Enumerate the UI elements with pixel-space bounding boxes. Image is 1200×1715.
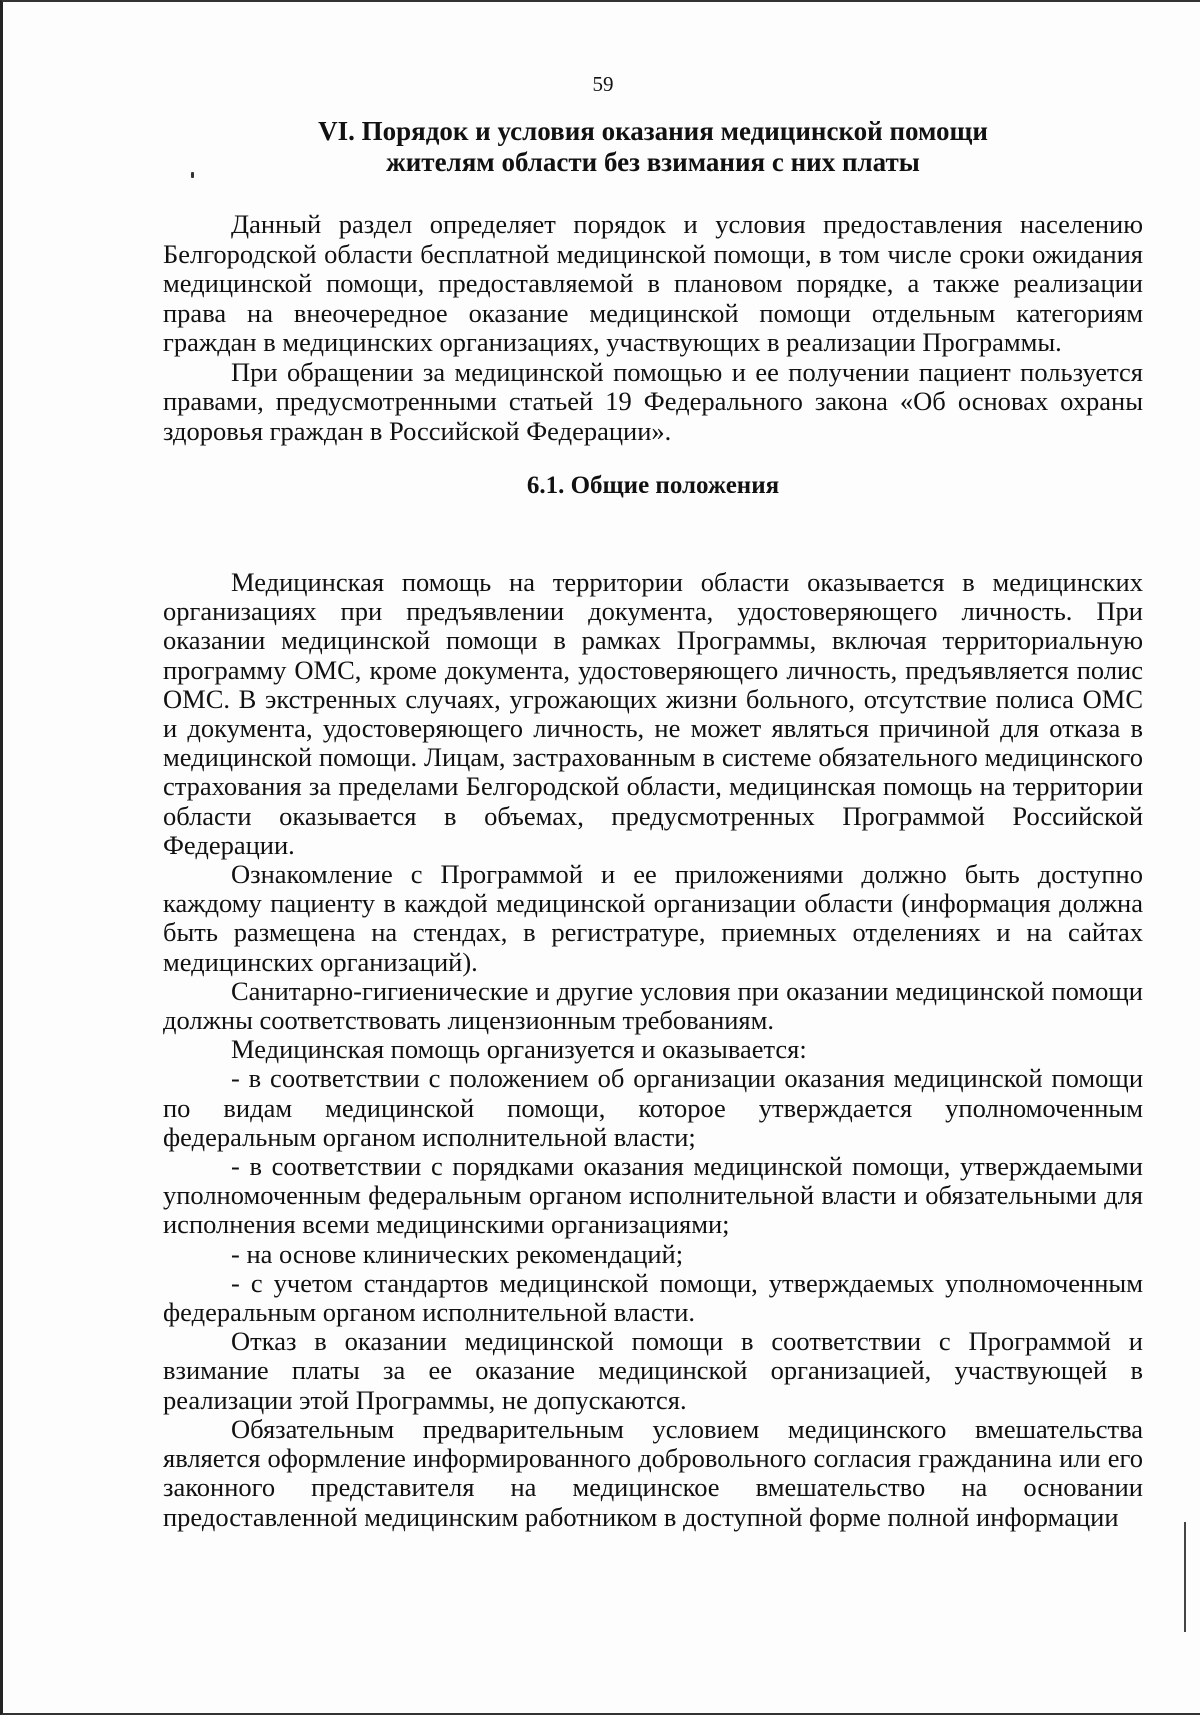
section-title <box>163 116 1143 178</box>
body-paragraph: Отказ в оказании медицинской помощи в соответствии с Программой и взимание платы за ее оказание медицинской организацией, участвующей в реализации этой Программы, не допускаются. <box>163 1326 1143 1415</box>
body-paragraph: Медицинская помощь организуется и оказывается: <box>231 1034 807 1065</box>
intro-paragraph: Данный раздел определяет порядок и условия предоставления населению Белгородской области бесплатной медицинской помощи, в том числе сроки ожидания медицинской помощи, предоставляемой в плановом порядке, а также реализации права на внеочередное оказание медицинской помощи отдельным категориям граждан в медицинских организациях, участвующих в реализации Программы. <box>163 209 1143 357</box>
section-title-line-2: жителям области без взимания с них платы <box>386 147 920 177</box>
list-item: - с учетом стандартов медицинской помощи, утверждаемых уполномоченным федеральным органом исполнительной власти. <box>163 1267 1143 1328</box>
section-title-line-1: VI. Порядок и условия оказания медицинской помощи <box>318 116 988 146</box>
subsection-title: 6.1. Общие положения <box>526 472 780 499</box>
body-paragraph: Обязательным предварительным условием медицинского вмешательства является оформление информированного добровольного согласия гражданина или его законного представителя на медицинское вмешательство на основании предоставленной медицинским работником в доступной форме полной информации <box>163 1413 1143 1532</box>
intro-paragraph: При обращении за медицинской помощью и ее получении пациент пользуется правами, предусмотренными статьей 19 Федерального закона «Об основах охраны здоровья граждан в Российской Федерации». <box>163 356 1143 446</box>
body-text <box>163 568 1143 1532</box>
intro-text <box>163 210 1143 530</box>
scan-edge-mark <box>1184 1522 1186 1632</box>
body-paragraph: Медицинская помощь на территории области оказывается в медицинских организациях при предъявлении документа, удостоверяющего личность. При оказании медицинской помощи в рамках Программы, включая территориальную программу ОМС, кроме документа, удостоверяющего личность, предъявляется полис ОМС. В экстренных случаях, угрожающих жизни больного, отсутствие полиса ОМС и документа, удостоверяющего личность, не может являться причиной для отказа в медицинской помощи. Лицам, застрахованным в системе обязательного медицинского страхования за пределами Белгородской области, медицинская помощь на территории области оказывается в объемах, предусмотренных Программой Российской Федерации. <box>163 567 1143 860</box>
body-paragraph: Ознакомление с Программой и ее приложениями должно быть доступно каждому пациенту в каждой медицинской организации области (информация должна быть размещена на стендах, в регистратуре, приемных отделениях и на сайтах медицинских организаций). <box>163 859 1143 977</box>
list-item: - в соответствии с порядками оказания медицинской помощи, утверждаемыми уполномоченным федеральным органом исполнительной власти и обязательными для исполнения всеми медицинскими организациями; <box>163 1151 1143 1240</box>
list-item: - в соответствии с положением об организации оказания медицинской помощи по видам медицинской помощи, которое утверждается уполномоченным федеральным органом исполнительной власти; <box>163 1063 1143 1152</box>
list-item: - на основе клинических рекомендаций; <box>231 1238 684 1269</box>
page-number: 59 <box>592 72 614 96</box>
body-paragraph: Санитарно-гигиенические и другие условия при оказании медицинской помощи должны соответствовать лицензионным требованиям. <box>163 975 1143 1036</box>
